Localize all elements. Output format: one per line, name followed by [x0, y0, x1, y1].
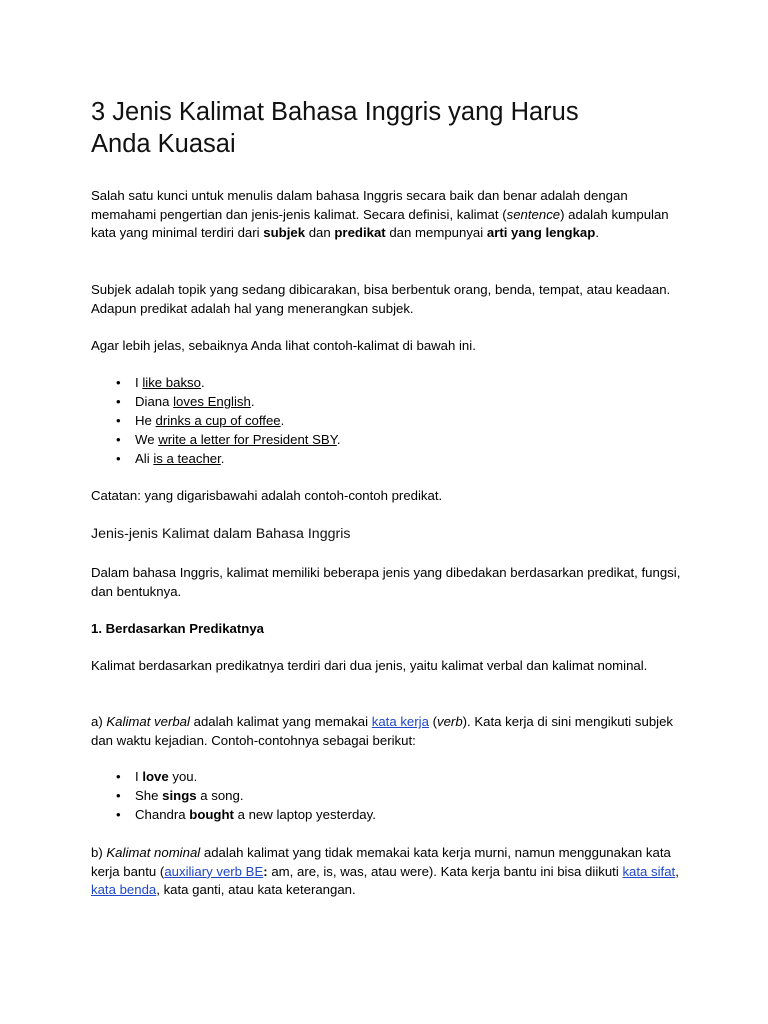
list-item: • We write a letter for President SBY.: [91, 431, 341, 450]
contoh-paragraph: Agar lebih jelas, sebaiknya Anda lihat contoh-kalimat di bawah ini.: [91, 338, 476, 353]
predicate-underlined: is a teacher: [153, 451, 221, 466]
verb-bold: love: [142, 769, 169, 784]
verbal-paragraph: a) Kalimat verbal adalah kalimat yang memakai kata kerja (verb). Kata kerja di sini mengikuti subjek dan waktu kejadian. Contoh-contohnya sebagai berikut:: [91, 714, 674, 748]
arti-term: arti yang lengkap: [486, 225, 596, 241]
predicate-underlined: write a letter for President SBY: [158, 432, 337, 447]
example-list: [91, 374, 341, 469]
kata-sifat-link[interactable]: kata sifat: [622, 863, 676, 879]
catatan-paragraph: Catatan: yang digarisbawahi adalah contoh-contoh predikat.: [91, 488, 443, 503]
nominal-term: Kalimat nominal: [106, 845, 201, 860]
verbal-example-list: [91, 768, 376, 825]
verb-bold: bought: [189, 807, 234, 822]
sentence-term: sentence: [506, 206, 561, 222]
list-item: • Chandra bought a new laptop yesterday.: [91, 806, 376, 825]
list-item: • I love you.: [91, 768, 376, 787]
list-item: • I like bakso.: [91, 374, 341, 393]
intro-paragraph: Salah satu kunci untuk menulis dalam bahasa Inggris secara baik dan benar adalah dengan memahami pengertian dan jenis-jenis kalimat. Secara definisi, kalimat (sentence) adalah kumpulan kata yang minimal terdiri dari subjek dan predikat dan mempunyai arti yang lengkap.: [91, 188, 669, 241]
auxiliary-verb-link[interactable]: auxiliary verb BE: [164, 863, 264, 879]
page-title: [91, 96, 691, 160]
subjek-term: subjek: [263, 225, 306, 241]
predicate-underlined: like bakso: [142, 375, 201, 390]
verb-term: verb: [437, 714, 463, 729]
predicate-underlined: loves English: [173, 394, 251, 409]
kata-kerja-link[interactable]: kata kerja: [371, 714, 429, 729]
title-line-2: Anda Kuasai: [91, 130, 236, 158]
kalimat-paragraph: Kalimat berdasarkan predikatnya terdiri dari dua jenis, yaitu kalimat verbal dan kalimat nominal.: [91, 658, 648, 673]
subjek-paragraph: Subjek adalah topik yang sedang dibicarakan, bisa berbentuk orang, benda, tempat, atau keadaan. Adapun predikat adalah hal yang menerangkan subjek.: [91, 282, 671, 316]
predikat-term: predikat: [334, 225, 386, 241]
subheading-berdasarkan-predikat: 1. Berdasarkan Predikatnya: [91, 621, 264, 636]
list-item: • Ali is a teacher.: [91, 450, 341, 469]
list-item: • Diana loves English.: [91, 393, 341, 412]
section-heading-jenis: Jenis-jenis Kalimat dalam Bahasa Inggris: [91, 526, 351, 542]
title-line-1: 3 Jenis Kalimat Bahasa Inggris yang Harus: [91, 98, 579, 126]
kata-benda-link[interactable]: kata benda: [91, 882, 157, 898]
list-item: • She sings a song.: [91, 787, 376, 806]
verb-bold: sings: [162, 788, 197, 803]
list-item: • He drinks a cup of coffee.: [91, 412, 341, 431]
predicate-underlined: drinks a cup of coffee: [155, 413, 281, 428]
dalam-paragraph: Dalam bahasa Inggris, kalimat memiliki beberapa jenis yang dibedakan berdasarkan predikat, fungsi, dan bentuknya.: [91, 565, 681, 599]
verbal-term: Kalimat verbal: [106, 714, 190, 729]
nominal-paragraph: b) Kalimat nominal adalah kalimat yang tidak memakai kata kerja murni, namun menggunakan kata kerja bantu (auxiliary verb BE: am, are, is, was, atau were). Kata kerja bantu ini bisa diikuti kata sifat, kata benda, kata ganti, atau kata keterangan.: [91, 845, 679, 898]
